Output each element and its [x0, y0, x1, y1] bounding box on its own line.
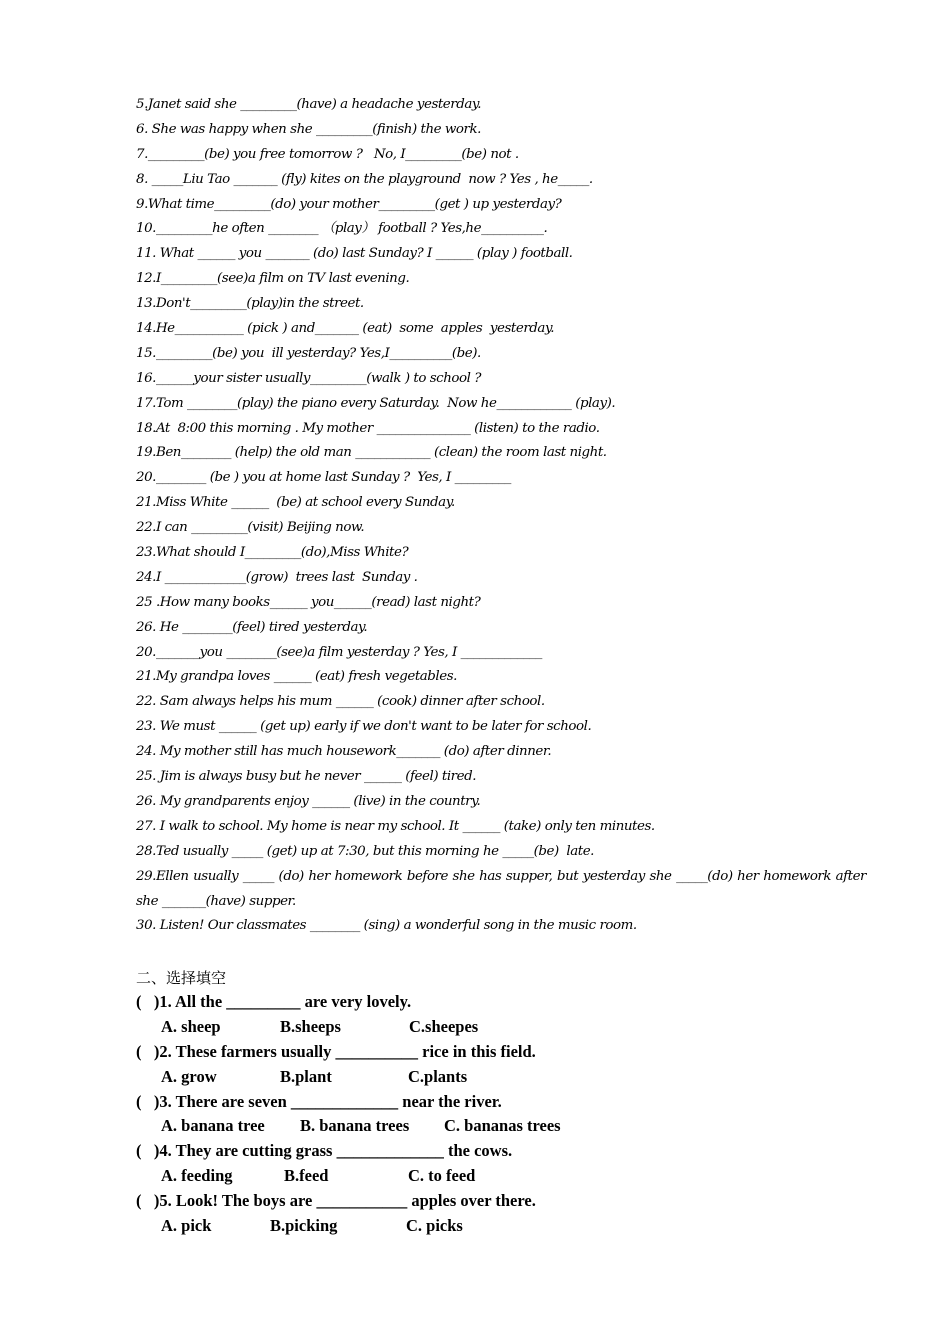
option-a: A. grow: [161, 1066, 217, 1086]
exercise-line: 20._______you ________(see)a film yesterday ? Yes, I _____________: [136, 644, 542, 660]
exercise-line: 18.At 8:00 this morning . My mother _______________ (listen) to the radio.: [136, 420, 600, 436]
exercise-line: 21.Miss White ______ (be) at school every Sunday.: [136, 495, 455, 511]
exercise-line: 15._________(be) you ill yesterday? Yes,I__________(be).: [136, 345, 481, 361]
exercise-line: 5.Janet said she _________(have) a headache yesterday.: [136, 97, 482, 112]
exercise-line: 24.I _____________(grow) trees last Sunday .: [136, 569, 418, 585]
exercise-line: 21.My grandpa loves ______ (eat) fresh vegetables.: [136, 669, 457, 685]
exercise-line: 25 .How many books______ you______(read) last night?: [136, 594, 481, 610]
options-row: [136, 1164, 836, 1189]
option-b: B.picking: [270, 1216, 338, 1236]
exercise-line: 23. We must ______ (get up) early if we don't want to be later for school.: [136, 719, 592, 735]
question-text: ( )5. Look! The boys are ___________ apples over there.: [136, 1191, 536, 1211]
exercise-line: 22.I can _________(visit) Beijing now.: [136, 520, 365, 536]
options-row: [136, 1114, 836, 1139]
options-row: [136, 1214, 836, 1239]
exercise-line: 10._________he often ________ （play） football ? Yes,he__________.: [136, 221, 548, 237]
exercise-line: 24. My mother still has much housework_______ (do) after dinner.: [136, 744, 552, 760]
exercise-line: 17.Tom ________(play) the piano every Saturday. Now he____________ (play).: [136, 395, 616, 411]
option-b: B.sheeps: [280, 1016, 341, 1036]
option-a: A. sheep: [161, 1016, 221, 1036]
question-text: ( )4. They are cutting grass _____________ the cows.: [136, 1141, 513, 1161]
option-c: C. to feed: [408, 1166, 476, 1186]
exercise-line: 8. _____Liu Tao _______ (fly) kites on the playground now ? Yes , he_____.: [136, 171, 593, 187]
exercise-line: 26. He ________(feel) tired yesterday.: [136, 619, 368, 635]
option-c: C. bananas trees: [444, 1116, 561, 1136]
exercise-line: 28.Ted usually _____ (get) up at 7:30, but this morning he _____(be) late.: [136, 843, 594, 859]
exercise-line: 22. Sam always helps his mum ______ (cook) dinner after school.: [136, 694, 545, 710]
exercise-line: 16.______your sister usually_________(walk ) to school ?: [136, 370, 481, 386]
exercise-line: 9.What time_________(do) your mother_________(get ) up yesterday?: [136, 196, 562, 212]
option-c: C.plants: [408, 1066, 468, 1086]
exercise-line: 11. What ______ you _______ (do) last Sunday? I ______ (play ) football.: [136, 246, 573, 262]
exercise-line: 6. She was happy when she _________(finish) the work.: [136, 121, 481, 137]
exercise-line: 23.What should I_________(do),Miss White?: [136, 545, 409, 561]
exercise-line: 27. I walk to school. My home is near my school. It ______ (take) only ten minutes.: [136, 818, 655, 834]
options-row: [136, 1065, 836, 1090]
exercise-line: 30. Listen! Our classmates ________ (sing) a wonderful song in the music room.: [136, 918, 637, 934]
option-a: A. feeding: [161, 1166, 233, 1186]
exercise-line: 19.Ben________ (help) the old man ____________ (clean) the room last night.: [136, 445, 607, 461]
question-text: ( )2. These farmers usually __________ rice in this field.: [136, 1041, 536, 1061]
option-a: A. pick: [161, 1216, 212, 1236]
exercise-line: 13.Don't_________(play)in the street.: [136, 296, 364, 312]
question-text: ( )3. There are seven _____________ near the river.: [136, 1091, 502, 1111]
exercise-line: 12.I_________(see)a film on TV last evening.: [136, 271, 410, 287]
exercise-line: 14.He___________ (pick ) and_______ (eat) some apples yesterday.: [136, 321, 555, 337]
multiple-choice-section: [136, 990, 836, 1239]
option-b: B.feed: [284, 1166, 329, 1186]
fill-in-exercises: [136, 93, 866, 939]
question-text: ( )1. All the _________ are very lovely.: [136, 992, 412, 1011]
exercise-line: 20.________ (be ) you at home last Sunday ? Yes, I _________: [136, 470, 511, 486]
exercise-line: 29.Ellen usually _____ (do) her homework before she has supper, but yesterday she _____(do) her homework after she _______(have) supper.: [136, 868, 866, 909]
section-title: 二、选择填空: [136, 969, 227, 987]
option-b: B. banana trees: [300, 1116, 410, 1136]
exercise-line: 7._________(be) you free tomorrow ? No, I_________(be) not .: [136, 146, 519, 162]
option-c: C.sheepes: [409, 1016, 479, 1036]
exercise-line: 25. Jim is always busy but he never ______ (feel) tired.: [136, 769, 477, 785]
options-row: [136, 1015, 836, 1040]
option-a: A. banana tree: [161, 1116, 265, 1136]
option-c: C. picks: [406, 1216, 463, 1236]
exercise-line: 26. My grandparents enjoy ______ (live) in the country.: [136, 793, 481, 809]
option-b: B.plant: [280, 1066, 332, 1086]
